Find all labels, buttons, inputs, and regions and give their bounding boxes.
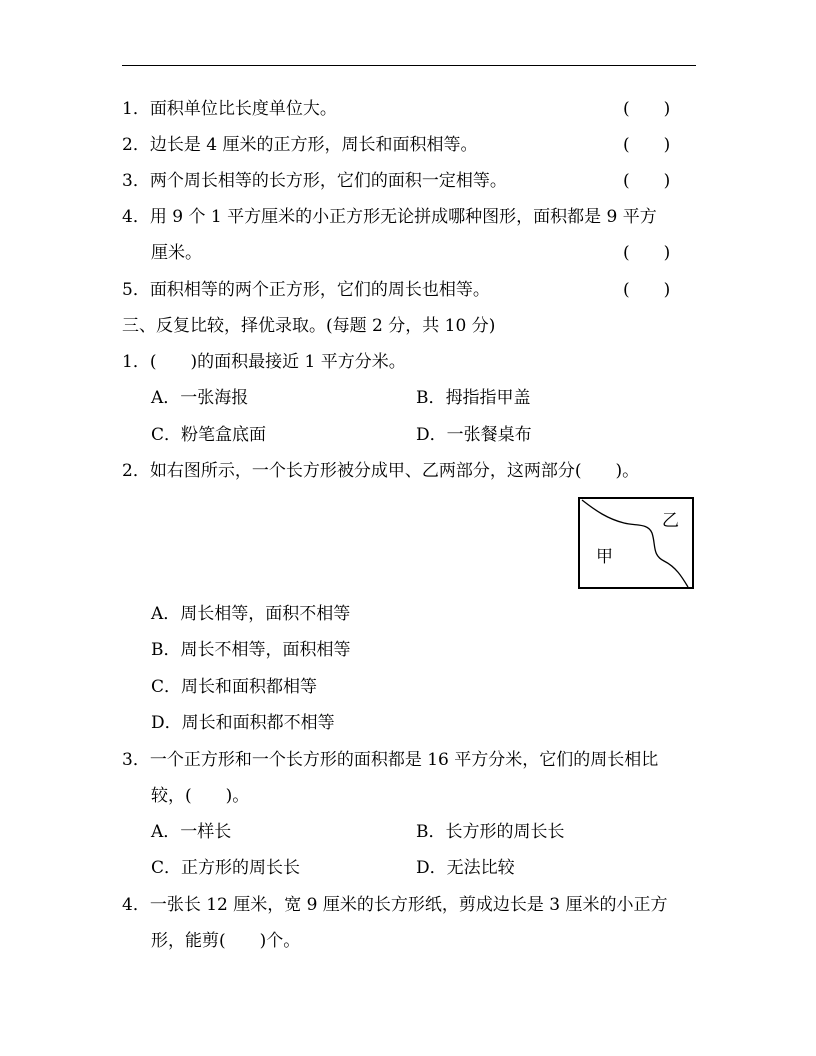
item-number: 2． <box>122 135 150 155</box>
q1-option-d[interactable]: D．一张餐桌布 <box>416 425 532 445</box>
item-text: 用 9 个 1 平方厘米的小正方形无论拼成哪种图形，面积都是 9 平方 <box>149 207 657 227</box>
answer-paren-5[interactable]: ( ) <box>623 280 671 300</box>
item-number: 5． <box>122 280 150 300</box>
judge-item-4 <box>122 205 657 229</box>
answer-paren-3[interactable]: ( ) <box>623 171 671 191</box>
q3-text: 3．一个正方形和一个长方形的面积都是 16 平方分米，它们的周长相比 <box>122 750 659 770</box>
q2-option-b[interactable]: B．周长不相等，面积相等 <box>151 640 351 660</box>
judge-item-5 <box>122 278 490 302</box>
item-text: 两个周长相等的长方形，它们的面积一定相等。 <box>149 171 507 191</box>
answer-paren-4[interactable]: ( ) <box>623 243 671 263</box>
label-jia: 甲 <box>596 547 613 567</box>
judge-item-2 <box>122 133 477 157</box>
item-text: 面积单位比长度单位大。 <box>149 99 337 119</box>
q2-option-c[interactable]: C．周长和面积都相等 <box>151 677 318 697</box>
answer-paren-1[interactable]: ( ) <box>623 99 671 119</box>
q4-text: 4．一张长 12 厘米，宽 9 厘米的长方形纸，剪成边长是 3 厘米的小正方 <box>122 895 668 915</box>
q3-option-c[interactable]: C．正方形的周长长 <box>151 858 301 878</box>
judge-item-1 <box>122 97 337 121</box>
q3-option-a[interactable]: A．一样长 <box>151 822 232 842</box>
answer-paren-2[interactable]: ( ) <box>623 135 671 155</box>
divided-rectangle-figure <box>578 497 694 589</box>
item-text: 边长是 4 厘米的正方形，周长和面积相等。 <box>149 135 478 155</box>
q2-text: 2．如右图所示，一个长方形被分成甲、乙两部分，这两部分( )。 <box>122 461 640 481</box>
item-number: 1． <box>122 99 150 119</box>
q2-option-d[interactable]: D．周长和面积都不相等 <box>151 713 335 733</box>
judge-item-4-cont: 厘米。 <box>151 243 202 263</box>
label-yi: 乙 <box>662 511 679 531</box>
q4-text-cont: 形，能剪( )个。 <box>151 931 301 951</box>
item-number: 3． <box>122 171 150 191</box>
q2-option-a[interactable]: A．周长相等，面积不相等 <box>151 604 351 624</box>
q1-option-a[interactable]: A．一张海报 <box>151 388 249 408</box>
q3-text-cont: 较，( )。 <box>151 786 250 806</box>
item-number: 4． <box>122 207 150 227</box>
q3-option-b[interactable]: B．长方形的周长长 <box>416 822 565 842</box>
q3-option-d[interactable]: D．无法比较 <box>416 858 515 878</box>
q1-option-c[interactable]: C．粉笔盒底面 <box>151 425 267 445</box>
section-title: 三、反复比较，择优录取。(每题 2 分，共 10 分) <box>122 316 496 336</box>
judge-item-3 <box>122 169 507 193</box>
q1-text: 1．( )的面积最接近 1 平方分米。 <box>122 352 406 372</box>
q1-option-b[interactable]: B．拇指指甲盖 <box>416 388 531 408</box>
header-rule <box>122 65 696 66</box>
item-text: 面积相等的两个正方形，它们的周长也相等。 <box>149 280 490 300</box>
